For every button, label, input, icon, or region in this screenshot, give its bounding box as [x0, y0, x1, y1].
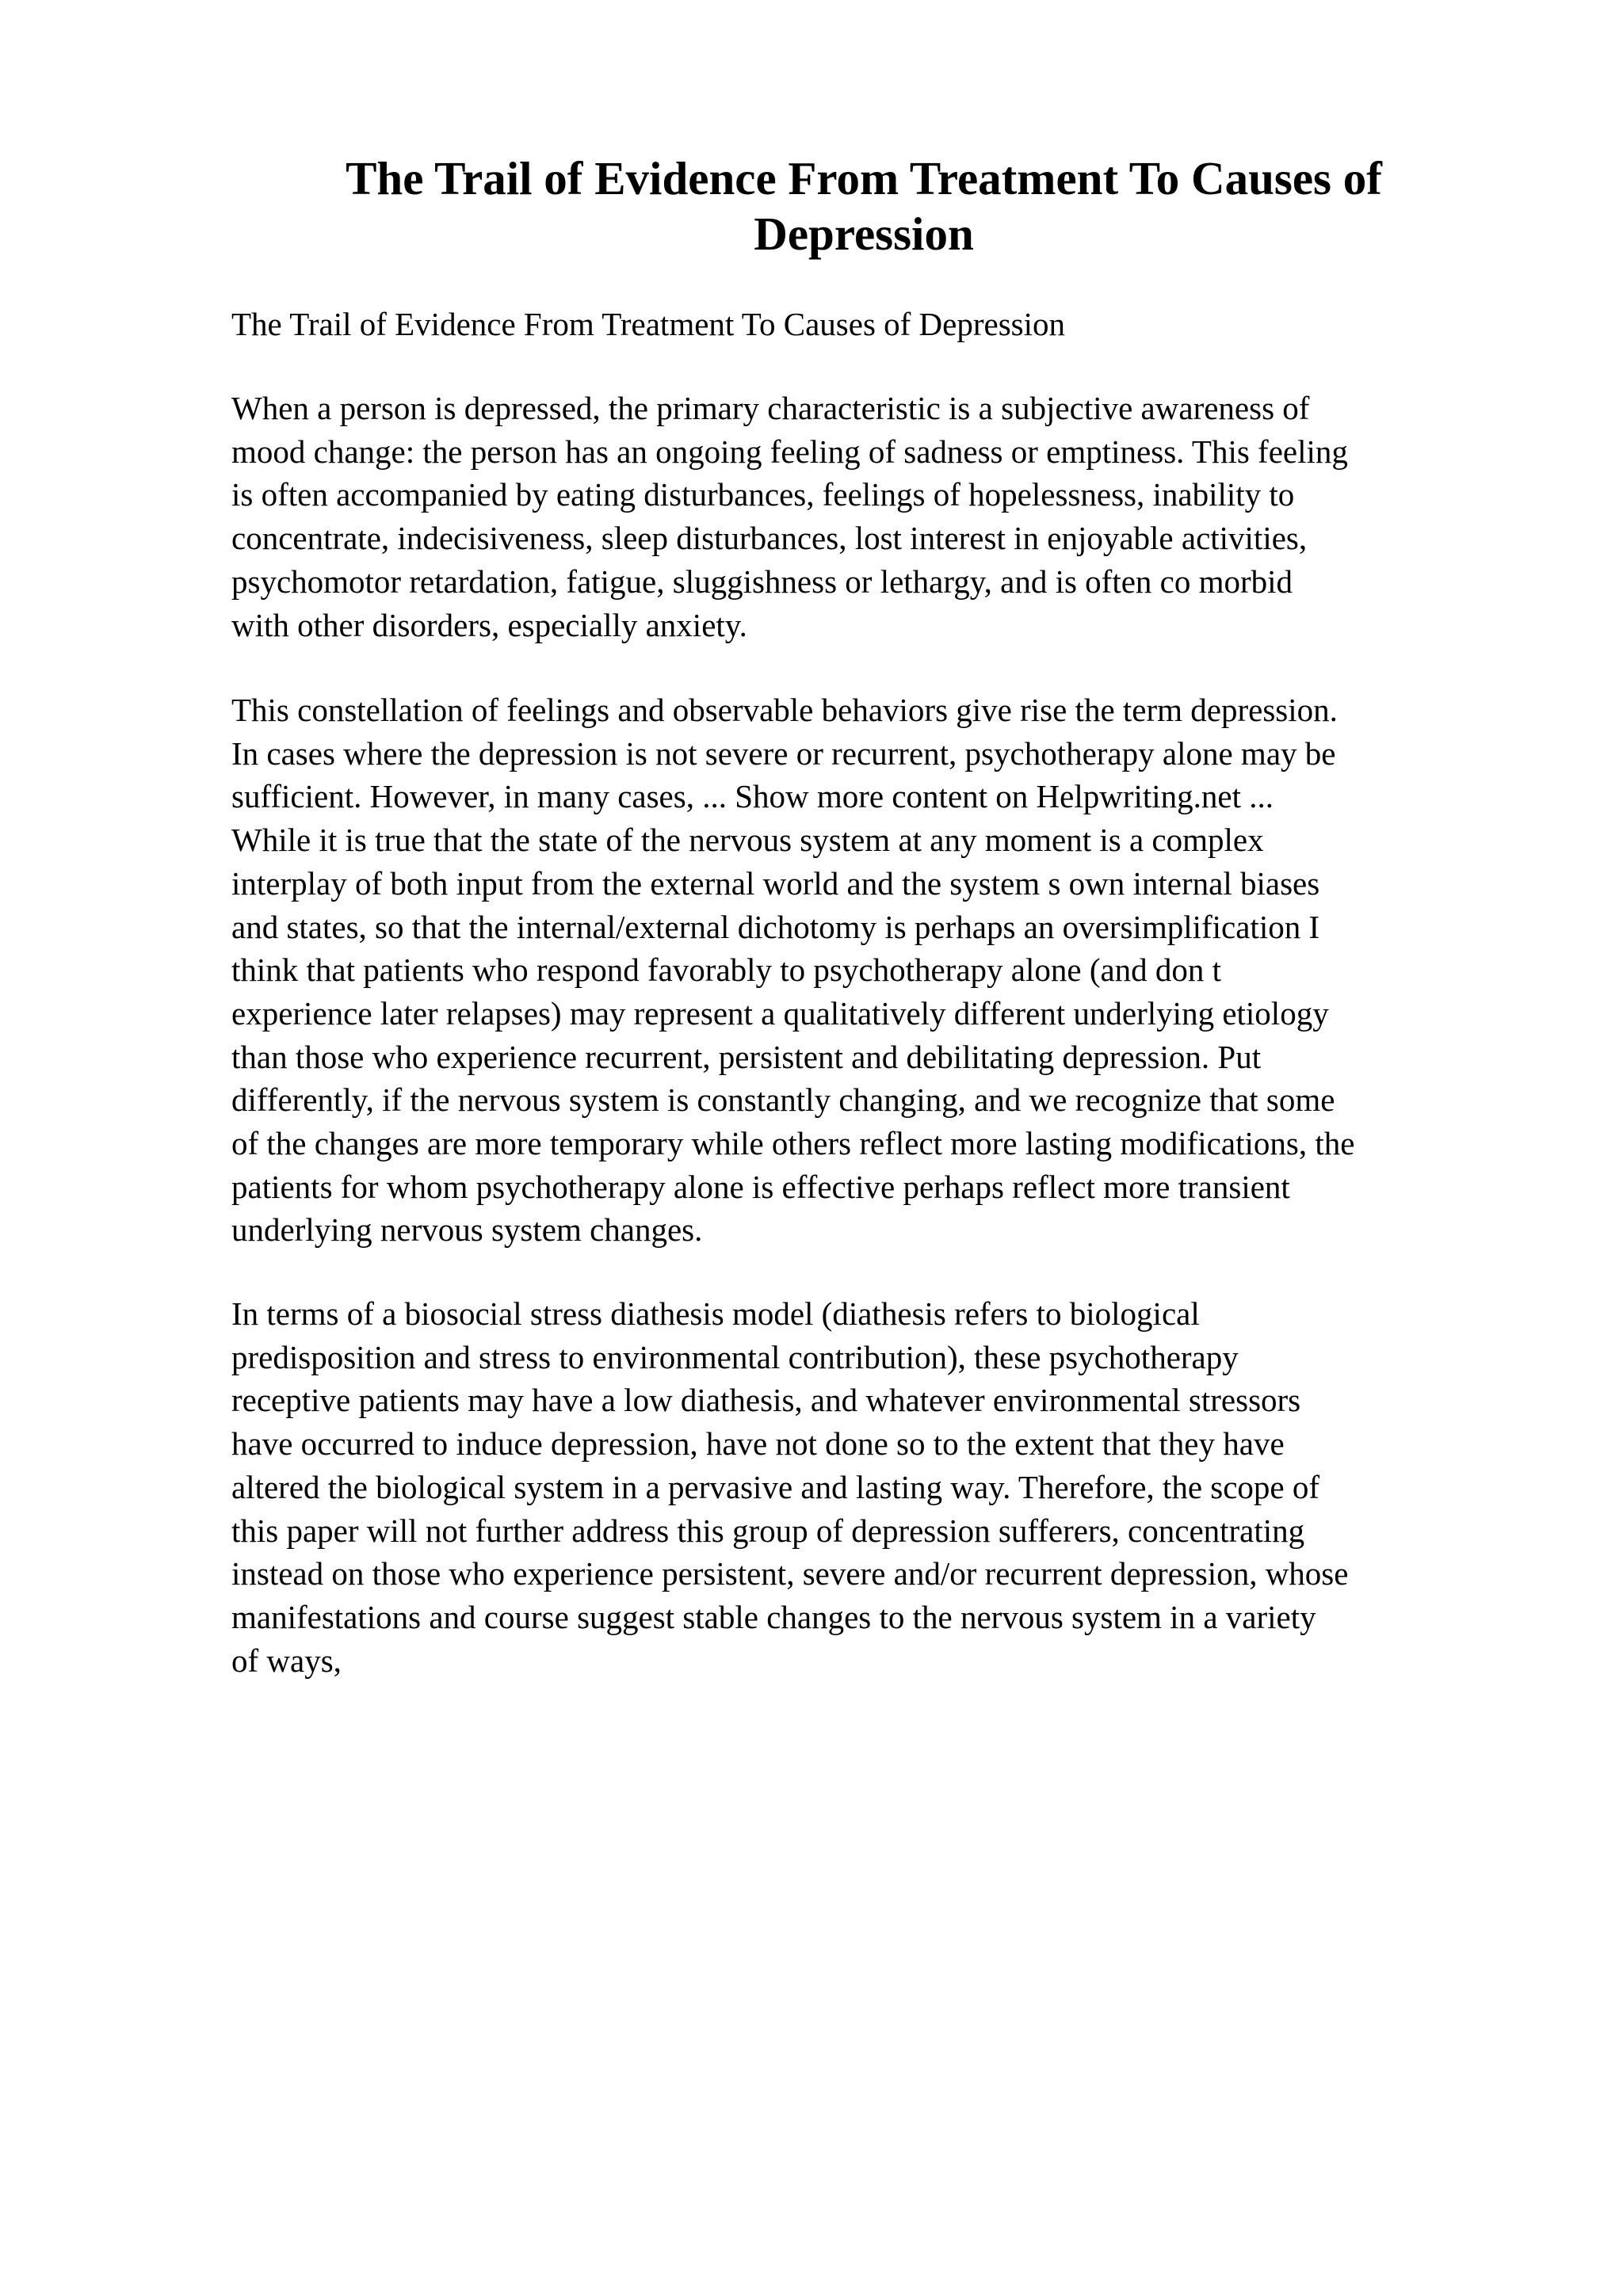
text-line: than those who experience recurrent, persistent and debilitating depression. Put — [231, 1038, 1262, 1075]
text-line: think that patients who respond favorably to psychotherapy alone (and don t — [231, 952, 1222, 989]
text-line: experience later relapses) may represent a qualitatively different underlying etiology — [231, 994, 1329, 1032]
text-line: differently, if the nervous system is constantly changing, and we recognize that some — [231, 1081, 1335, 1119]
text-line: altered the biological system in a pervasive and lasting way. Therefore, the scope of — [231, 1468, 1320, 1505]
text-line: instead on those who experience persistent, severe and/or recurrent depression, whose — [231, 1555, 1349, 1592]
text-line: This constellation of feelings and observable behaviors give rise the term depression. — [231, 692, 1338, 728]
text-line: with other disorders, especially anxiety. — [231, 606, 747, 643]
text-line: concentrate, indecisiveness, sleep disturbances, lost interest in enjoyable activities, — [231, 520, 1308, 557]
text-line: underlying nervous system changes. — [231, 1211, 703, 1249]
text-line: predisposition and stress to environmental contribution), these psychotherapy — [231, 1338, 1239, 1375]
text-line: psychomotor retardation, fatigue, sluggishness or lethargy, and is often co morbid — [231, 563, 1293, 600]
paragraph-3 — [231, 1292, 1531, 1682]
text-line: mood change: the person has an ongoing feeling of sadness or emptiness. This feeling — [231, 433, 1348, 470]
paragraph-2 — [231, 688, 1531, 1252]
document-title — [230, 151, 1498, 261]
text-line: interplay of both input from the external world and the system s own internal biases — [231, 864, 1320, 902]
text-line: is often accompanied by eating disturbances, feelings of hopelessness, inability to — [231, 476, 1295, 513]
text-line: patients for whom psychotherapy alone is effective perhaps reflect more transient — [231, 1168, 1290, 1205]
text-line: In cases where the depression is not severe or recurrent, psychotherapy alone may be — [231, 734, 1336, 772]
text-line: of ways, — [231, 1642, 342, 1679]
document-subtitle: The Trail of Evidence From Treatment To Causes of Depression — [231, 306, 1066, 342]
text-line: and states, so that the internal/external dichotomy is perhaps an oversimplification I — [231, 908, 1320, 945]
text-line: While it is true that the state of the nervous system at any moment is a complex — [231, 822, 1264, 859]
text-line: In terms of a biosocial stress diathesis model (diathesis refers to biological — [231, 1295, 1200, 1332]
text-line: manifestations and course suggest stable changes to the nervous system in a variety — [231, 1598, 1316, 1635]
text-line: receptive patients may have a low diathesis, and whatever environmental stressors — [231, 1382, 1301, 1419]
text-line: have occurred to induce depression, have not done so to the extent that they have — [231, 1425, 1285, 1463]
text-line: of the changes are more temporary while others reflect more lasting modifications, the — [231, 1125, 1355, 1162]
title-line: Depression — [754, 208, 974, 260]
title-line: The Trail of Evidence From Treatment To Causes of — [346, 152, 1382, 204]
paragraph-1 — [231, 387, 1531, 646]
text-line: this paper will not further address this group of depression sufferers, concentrating — [231, 1512, 1305, 1549]
text-line: When a person is depressed, the primary characteristic is a subjective awareness of — [231, 390, 1310, 426]
text-line: sufficient. However, in many cases, ... Show more content on Helpwriting.net ... — [231, 778, 1274, 815]
